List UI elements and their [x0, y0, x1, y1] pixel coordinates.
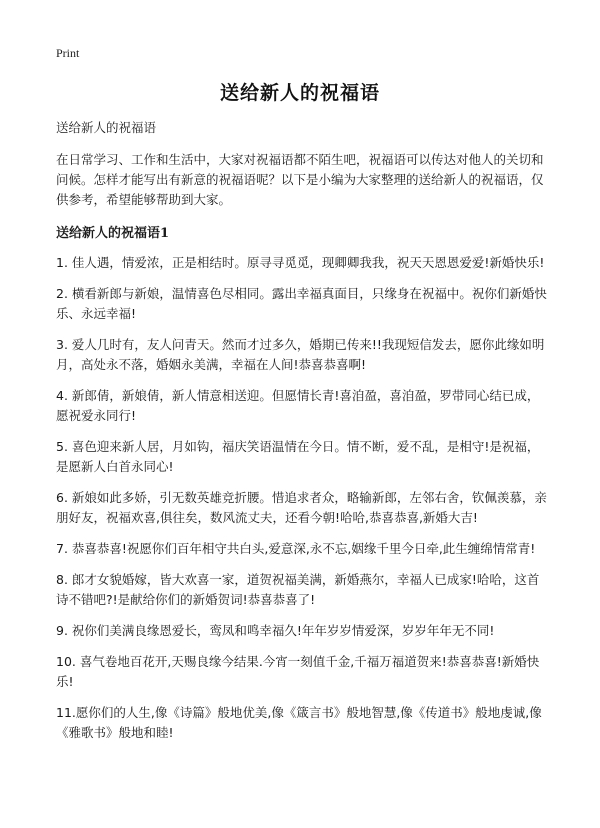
article-subtitle: 送给新人的祝福语	[56, 120, 157, 135]
wish-item-3: 3. 爱人几时有，友人问青天。然而才过多久，婚期已传来!!我现短信发去，愿你此缘如明月，高处永不落，婚姻永美满，幸福在人间!恭喜恭喜啊!	[56, 337, 545, 372]
article-body	[56, 118, 550, 754]
wish-item-7: 7. 恭喜恭喜!祝愿你们百年相守共白头,爱意深,永不忘,姻缘千里今日牵,此生缠绵情常青!	[56, 541, 536, 556]
section-heading: 送给新人的祝福语1	[56, 226, 170, 241]
wish-item-2: 2. 横看新郎与新娘，温情喜色尽相同。露出幸福真面目，只缘身在祝福中。祝你们新婚快乐、永远幸福!	[56, 286, 547, 321]
wish-item-10: 10. 喜气卷地百花开,天赐良缘今结果.今宵一刻值千金,千福万福道贺来!恭喜恭喜!新婚快乐!	[56, 654, 540, 689]
intro-paragraph: 在日常学习、工作和生活中，大家对祝福语都不陌生吧，祝福语可以传达对他人的关切和问候。怎样才能写出有新意的祝福语呢？以下是小编为大家整理的送给新人的祝福语，仅供参考，希望能够帮助到大家。	[56, 152, 544, 207]
page-title: 送给新人的祝福语	[219, 82, 380, 104]
wish-item-11: 11.愿你们的人生,像《诗篇》般地优美,像《箴言书》般地智慧,像《传道书》般地虔诚,像《雅歌书》般地和睦!	[56, 705, 542, 740]
wish-item-5: 5. 喜色迎来新人居，月如钩，福庆笑语温情在今日。情不断，爱不乱，是相守!是祝福，是愿新人白首永同心!	[56, 439, 540, 474]
wish-item-1: 1. 佳人遇，情爱浓，正是相结时。原寻寻觅觅，现卿卿我我，祝天天恩恩爱爱!新婚快乐!	[56, 255, 545, 270]
wish-item-8: 8. 郎才女貌婚嫁，皆大欢喜一家，道贺祝福美满，新婚燕尔，幸福人已成家!哈哈，这首诗不错吧?!是献给你们的新婚贺词!恭喜恭喜了!	[56, 572, 540, 607]
wish-item-6: 6. 新娘如此多娇，引无数英雄竞折腰。惜追求者众，略输新郎，左邻右舍，钦佩羡慕，亲朋好友，祝福欢喜,俱往矣，数风流丈夫，还看今朝!哈哈,恭喜恭喜,新婚大吉!	[56, 490, 547, 525]
wish-item-4: 4. 新郎倩，新娘倩，新人情意相送迎。但愿情长青!喜洎盈，喜洎盈，罗带同心结已成，愿祝爱永同行!	[56, 388, 540, 423]
print-link[interactable]: Print	[56, 46, 80, 60]
wish-item-9: 9. 祝你们美满良缘恩爱长，鸾凤和鸣幸福久!年年岁岁情爱深，岁岁年年无不同!	[56, 623, 495, 638]
